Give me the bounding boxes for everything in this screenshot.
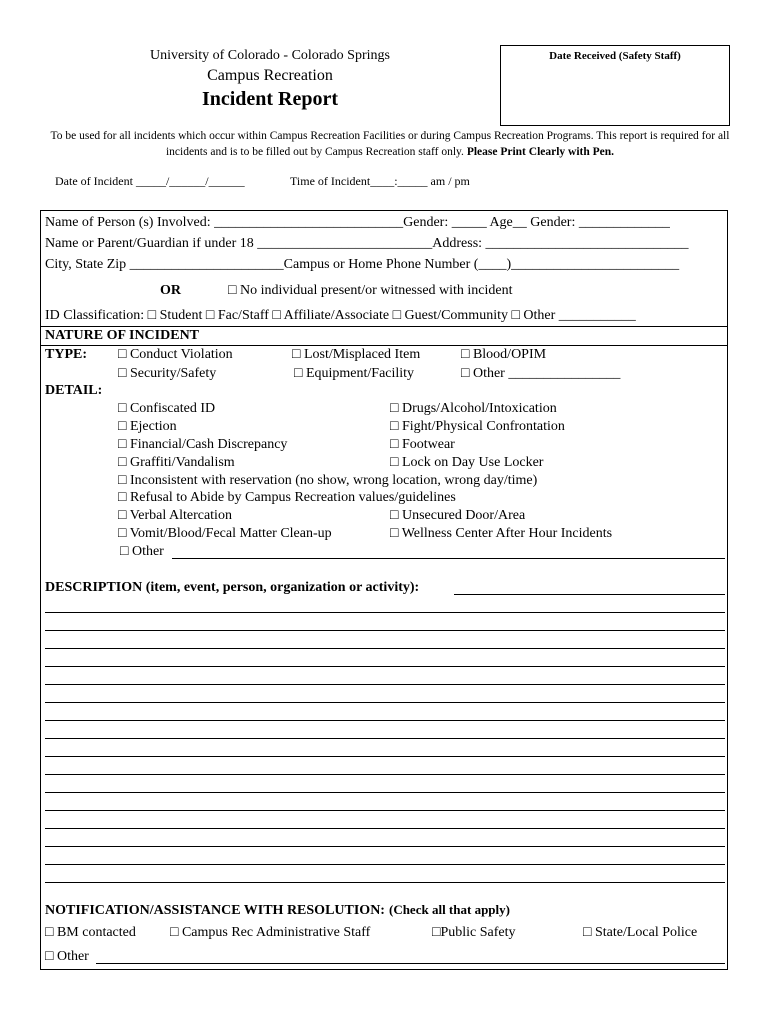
notify-other-line[interactable] bbox=[96, 963, 725, 964]
description-line[interactable] bbox=[45, 666, 725, 667]
type-conduct-violation[interactable]: □ Conduct Violation bbox=[118, 347, 233, 362]
city-phone-field[interactable]: City, State Zip ______________________Campus or Home Phone Number (____)________________________ bbox=[45, 257, 680, 272]
divider bbox=[40, 326, 728, 327]
description-line[interactable] bbox=[45, 864, 725, 865]
notification-note: (Check all that apply) bbox=[388, 902, 510, 917]
notification-heading-row bbox=[45, 901, 510, 919]
notification-heading: NOTIFICATION/ASSISTANCE WITH RESOLUTION: bbox=[45, 903, 385, 918]
description-line[interactable] bbox=[45, 612, 725, 613]
no-individual-checkbox[interactable]: □ No individual present/or witnessed with incident bbox=[228, 283, 513, 298]
notify-admin-staff[interactable]: □ Campus Rec Administrative Staff bbox=[170, 925, 371, 940]
description-heading: DESCRIPTION (item, event, person, organization or activity): bbox=[45, 580, 420, 595]
detail-other-line[interactable] bbox=[172, 558, 725, 559]
intro-text bbox=[45, 128, 735, 160]
description-line[interactable] bbox=[45, 702, 725, 703]
detail-confiscated-id[interactable]: □ Confiscated ID bbox=[118, 401, 216, 416]
university-name: University of Colorado - Colorado Springs bbox=[150, 48, 390, 63]
description-line[interactable] bbox=[45, 810, 725, 811]
description-line[interactable] bbox=[45, 720, 725, 721]
description-line[interactable] bbox=[45, 648, 725, 649]
detail-footwear[interactable]: □ Footwear bbox=[390, 437, 455, 452]
detail-unsecured-door[interactable]: □ Unsecured Door/Area bbox=[390, 508, 526, 523]
type-security-safety[interactable]: □ Security/Safety bbox=[118, 366, 217, 381]
detail-graffiti[interactable]: □ Graffiti/Vandalism bbox=[118, 455, 235, 470]
date-received-box[interactable] bbox=[500, 45, 730, 126]
or-label: OR bbox=[160, 283, 181, 298]
type-lost-item[interactable]: □ Lost/Misplaced Item bbox=[292, 347, 421, 362]
department-name: Campus Recreation bbox=[207, 67, 333, 84]
description-line[interactable] bbox=[454, 594, 725, 595]
description-line[interactable] bbox=[45, 756, 725, 757]
description-line[interactable] bbox=[45, 630, 725, 631]
notify-other[interactable]: □ Other bbox=[45, 949, 89, 964]
detail-lock-locker[interactable]: □ Lock on Day Use Locker bbox=[390, 455, 544, 470]
description-line[interactable] bbox=[45, 738, 725, 739]
date-of-incident-field[interactable]: Date of Incident _____/______/______ bbox=[55, 174, 245, 188]
notify-state-police[interactable]: □ State/Local Police bbox=[583, 925, 698, 940]
detail-drugs-alcohol[interactable]: □ Drugs/Alcohol/Intoxication bbox=[390, 401, 557, 416]
person-names-field[interactable]: Name of Person (s) Involved: ___________________________Gender: _____ Age__ Gender: _____________ bbox=[45, 215, 670, 230]
detail-vomit-cleanup[interactable]: □ Vomit/Blood/Fecal Matter Clean-up bbox=[118, 526, 332, 541]
time-of-incident-field[interactable]: Time of Incident____:_____ am / pm bbox=[290, 174, 470, 188]
detail-verbal-altercation[interactable]: □ Verbal Altercation bbox=[118, 508, 232, 523]
id-classification-row[interactable]: ID Classification: □ Student □ Fac/Staff □ Affiliate/Associate □ Guest/Community □ Other ___________ bbox=[45, 308, 636, 323]
guardian-address-field[interactable]: Name or Parent/Guardian if under 18 _________________________Address: _____________________________ bbox=[45, 236, 689, 251]
type-blood-opim[interactable]: □ Blood/OPIM bbox=[461, 347, 547, 362]
nature-heading: NATURE OF INCIDENT bbox=[45, 328, 200, 343]
description-line[interactable] bbox=[45, 882, 725, 883]
detail-label: DETAIL: bbox=[45, 383, 103, 398]
date-received-label: Date Received (Safety Staff) bbox=[549, 50, 681, 62]
intro-body: To be used for all incidents which occur within Campus Recreation Facilities or during Campus Recreation Programs. This report is required for all incidents and is to be filled out by Campus Recreation staff only. bbox=[50, 130, 730, 158]
type-equipment-facility[interactable]: □ Equipment/Facility bbox=[294, 366, 415, 381]
type-other[interactable]: □ Other ________________ bbox=[461, 366, 621, 381]
description-line[interactable] bbox=[45, 846, 725, 847]
description-line[interactable] bbox=[45, 774, 725, 775]
description-line[interactable] bbox=[45, 792, 725, 793]
detail-refusal[interactable]: □ Refusal to Abide by Campus Recreation values/guidelines bbox=[118, 490, 456, 505]
detail-financial[interactable]: □ Financial/Cash Discrepancy bbox=[118, 437, 288, 452]
divider bbox=[40, 345, 728, 346]
detail-other[interactable]: □ Other bbox=[120, 544, 164, 559]
detail-fight[interactable]: □ Fight/Physical Confrontation bbox=[390, 419, 565, 434]
notify-bm-contacted[interactable]: □ BM contacted bbox=[45, 925, 136, 940]
page-title: Incident Report bbox=[201, 88, 339, 110]
description-line[interactable] bbox=[45, 684, 725, 685]
notify-public-safety[interactable]: □Public Safety bbox=[432, 925, 516, 940]
detail-wellness-center[interactable]: □ Wellness Center After Hour Incidents bbox=[390, 526, 613, 541]
intro-emphasis: Please Print Clearly with Pen. bbox=[466, 146, 615, 158]
detail-inconsistent-reservation[interactable]: □ Inconsistent with reservation (no show, wrong location, wrong day/time) bbox=[118, 473, 538, 488]
description-line[interactable] bbox=[45, 828, 725, 829]
detail-ejection[interactable]: □ Ejection bbox=[118, 419, 177, 434]
type-label: TYPE: bbox=[45, 347, 87, 362]
